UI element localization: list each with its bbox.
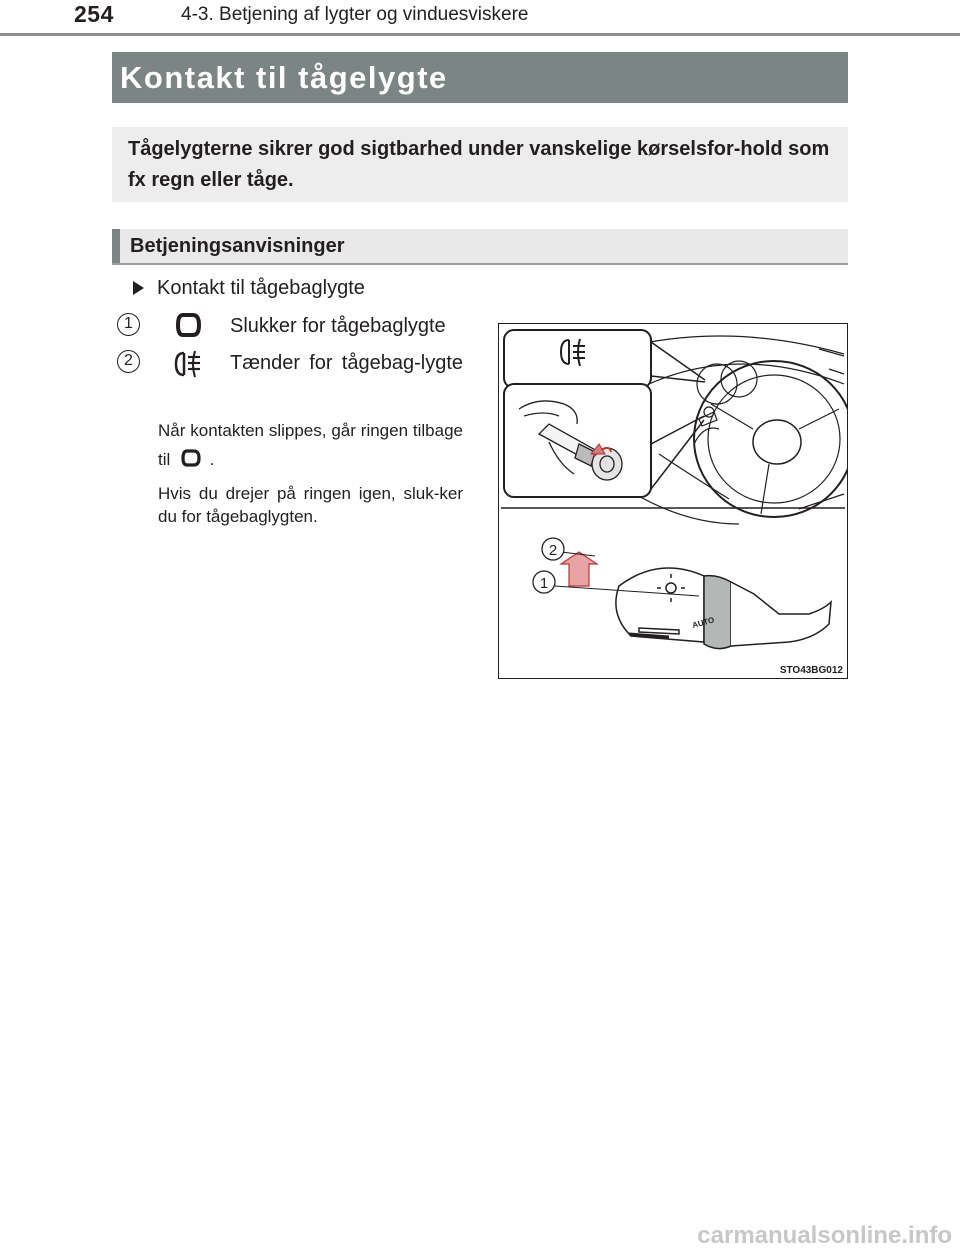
- page-header: [0, 0, 960, 36]
- note-2: Hvis du drejer på ringen igen, sluk-ker du for tågebaglygten.: [158, 484, 463, 526]
- section-accent: [112, 229, 120, 263]
- watermark: carmanualsonline.info: [697, 1222, 952, 1249]
- fog-light-switch-illustration: [499, 324, 847, 678]
- fog-light-off-icon: [175, 311, 205, 339]
- page-number: 254: [74, 1, 114, 27]
- callout-1: 1: [539, 575, 549, 592]
- section-heading: Betjeningsanvisninger: [130, 235, 345, 257]
- bullet-text: Kontakt til tågebaglygte: [157, 277, 365, 299]
- item-text-1: Slukker for tågebaglygte: [230, 315, 446, 337]
- bullet-arrow-icon: [133, 281, 144, 295]
- section-heading-bar: [112, 229, 848, 265]
- title-bar: [112, 52, 848, 103]
- header-rule: [0, 33, 960, 36]
- figure-code: STO43BG012: [779, 665, 843, 676]
- intro-box: [112, 127, 848, 202]
- fog-light-off-icon-inline: [181, 448, 203, 468]
- callout-2: 2: [548, 542, 558, 559]
- page-title: Kontakt til tågelygte: [120, 60, 448, 95]
- note-1-text: Når kontakten slippes, går ringen tilbage til: [158, 421, 463, 469]
- note-1-suffix: .: [209, 450, 215, 469]
- item-text-2: [230, 348, 463, 378]
- note-1: [158, 416, 463, 474]
- item-number-1: 1: [117, 313, 140, 336]
- item-text-2-content: Tænder for tågebag-lygte: [230, 352, 463, 374]
- illustration-figure: [498, 323, 848, 679]
- item-number-2: 2: [117, 350, 140, 373]
- rear-fog-light-icon: [172, 349, 206, 379]
- intro-text: Tågelygterne sikrer god sigtbarhed under vanskelige kørselsfor-hold som fx regn eller tåge.: [128, 138, 830, 191]
- chapter-title: 4-3. Betjening af lygter og vinduesviskere: [181, 4, 529, 25]
- auto-label: AUTO: [691, 615, 716, 630]
